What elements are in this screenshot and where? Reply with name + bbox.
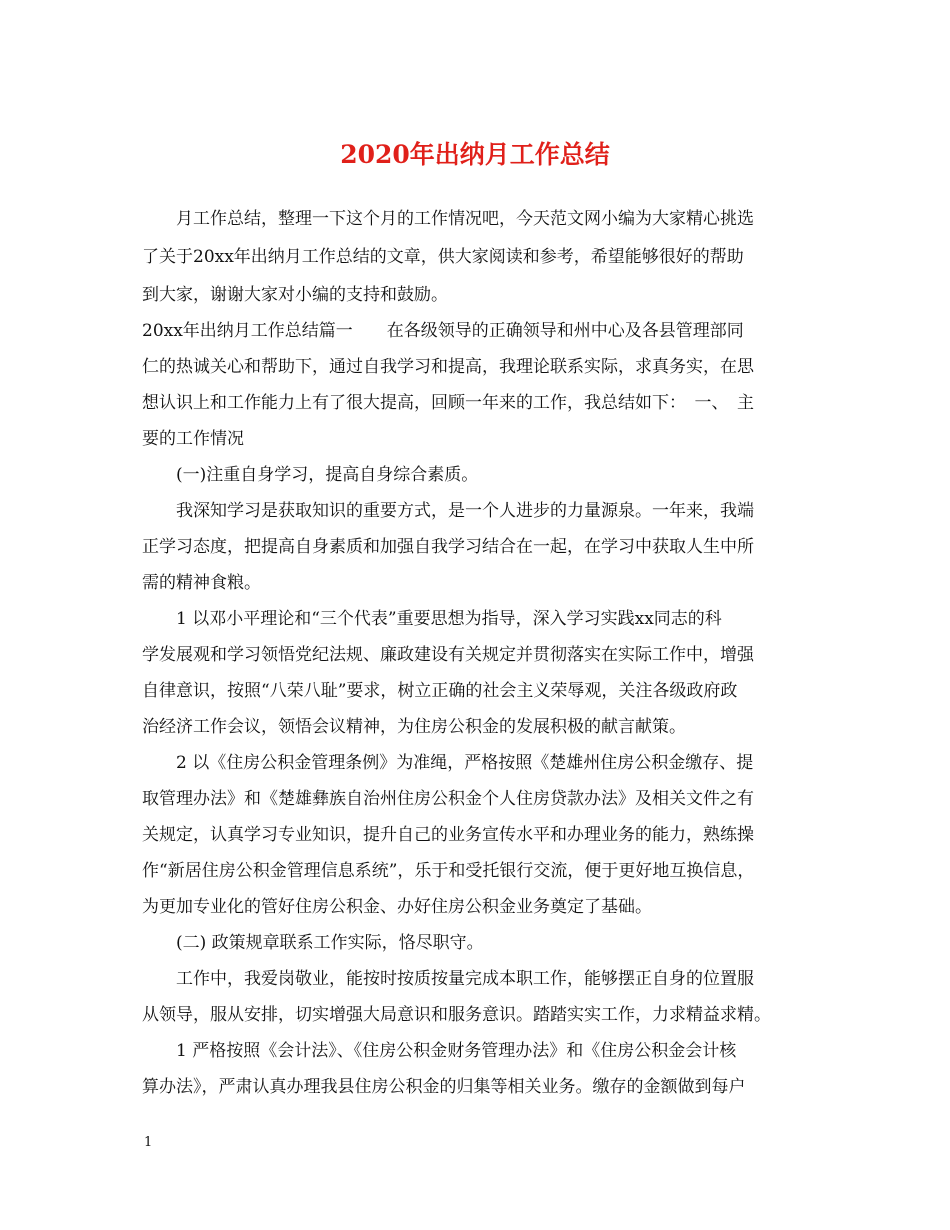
body-line: 作“新居住房公积金管理信息系统”，乐于和受托银行交流，便于更好地互换信息， — [142, 861, 755, 881]
body-line: 正学习态度，把提高自身素质和加强自我学习结合在一起，在学习中获取人生中所 — [142, 537, 754, 557]
body-line: 要的工作情况 — [142, 429, 244, 449]
body-line: 从领导，服从安排，切实增强大局意识和服务意识。踏踏实实工作，力求精益求精。 — [142, 1005, 771, 1025]
body-line: 想认识上和工作能力上有了很大提高，回顾一年来的工作，我总结如下： 一、 主 — [142, 393, 754, 413]
body-line: 自律意识，按照“八荣八耻”要求，树立正确的社会主义荣辱观，关注各级政府政 — [142, 681, 738, 701]
body-line: 到大家，谢谢大家对小编的支持和鼓励。 — [142, 285, 448, 305]
body-line: 取管理办法》和《楚雄彝族自治州住房公积金个人住房贷款办法》及相关文件之有 — [142, 789, 754, 809]
section-heading: (一)注重自身学习，提高自身综合素质。 — [142, 465, 479, 485]
body-line: 学发展观和学习领悟党纪法规、廉政建设有关规定并贯彻落实在实际工作中，增强 — [142, 645, 754, 665]
body-line: 我深知学习是获取知识的重要方式，是一个人进步的力量源泉。一年来，我端 — [142, 501, 754, 521]
section-heading: (二) 政策规章联系工作实际，恪尽职守。 — [142, 933, 484, 953]
body-line: 关规定，认真学习专业知识，提升自己的业务宣传水平和办理业务的能力，熟练操 — [142, 825, 754, 845]
page-number: 1 — [144, 1135, 153, 1150]
body-line: 月工作总结，整理一下这个月的工作情况吧，今天范文网小编为大家精心挑选 — [142, 209, 754, 229]
body-line: 治经济工作会议，领悟会议精神，为住房公积金的发展积极的献言献策。 — [142, 717, 686, 737]
body-line: 2 以《住房公积金管理条例》为准绳，严格按照《楚雄州住房公积金缴存、提 — [142, 753, 754, 773]
body-line: 为更加专业化的管好住房公积金、办好住房公积金业务奠定了基础。 — [142, 897, 652, 917]
body-line: 20xx年出纳月工作总结篇一 在各级领导的正确领导和州中心及各县管理部同 — [142, 321, 744, 341]
body-line: 工作中，我爱岗敬业，能按时按质按量完成本职工作，能够摆正自身的位置服 — [142, 969, 754, 989]
body-line: 1 以邓小平理论和“三个代表”重要思想为指导，深入学习实践xx同志的科 — [142, 609, 722, 629]
body-line: 算办法》，严肃认真办理我县住房公积金的归集等相关业务。缴存的金额做到每户 — [142, 1077, 746, 1097]
document-title: 2020年出纳月工作总结 — [340, 140, 610, 169]
body-line: 仁的热诚关心和帮助下，通过自我学习和提高，我理论联系实际，求真务实，在思 — [142, 357, 754, 377]
body-line: 1 严格按照《会计法》、《住房公积金财务管理办法》和《住房公积金会计核 — [142, 1041, 737, 1061]
body-line: 需的精神食粮。 — [142, 573, 261, 593]
body-line: 了关于20xx年出纳月工作总结的文章，供大家阅读和参考，希望能够很好的帮助 — [142, 247, 744, 267]
